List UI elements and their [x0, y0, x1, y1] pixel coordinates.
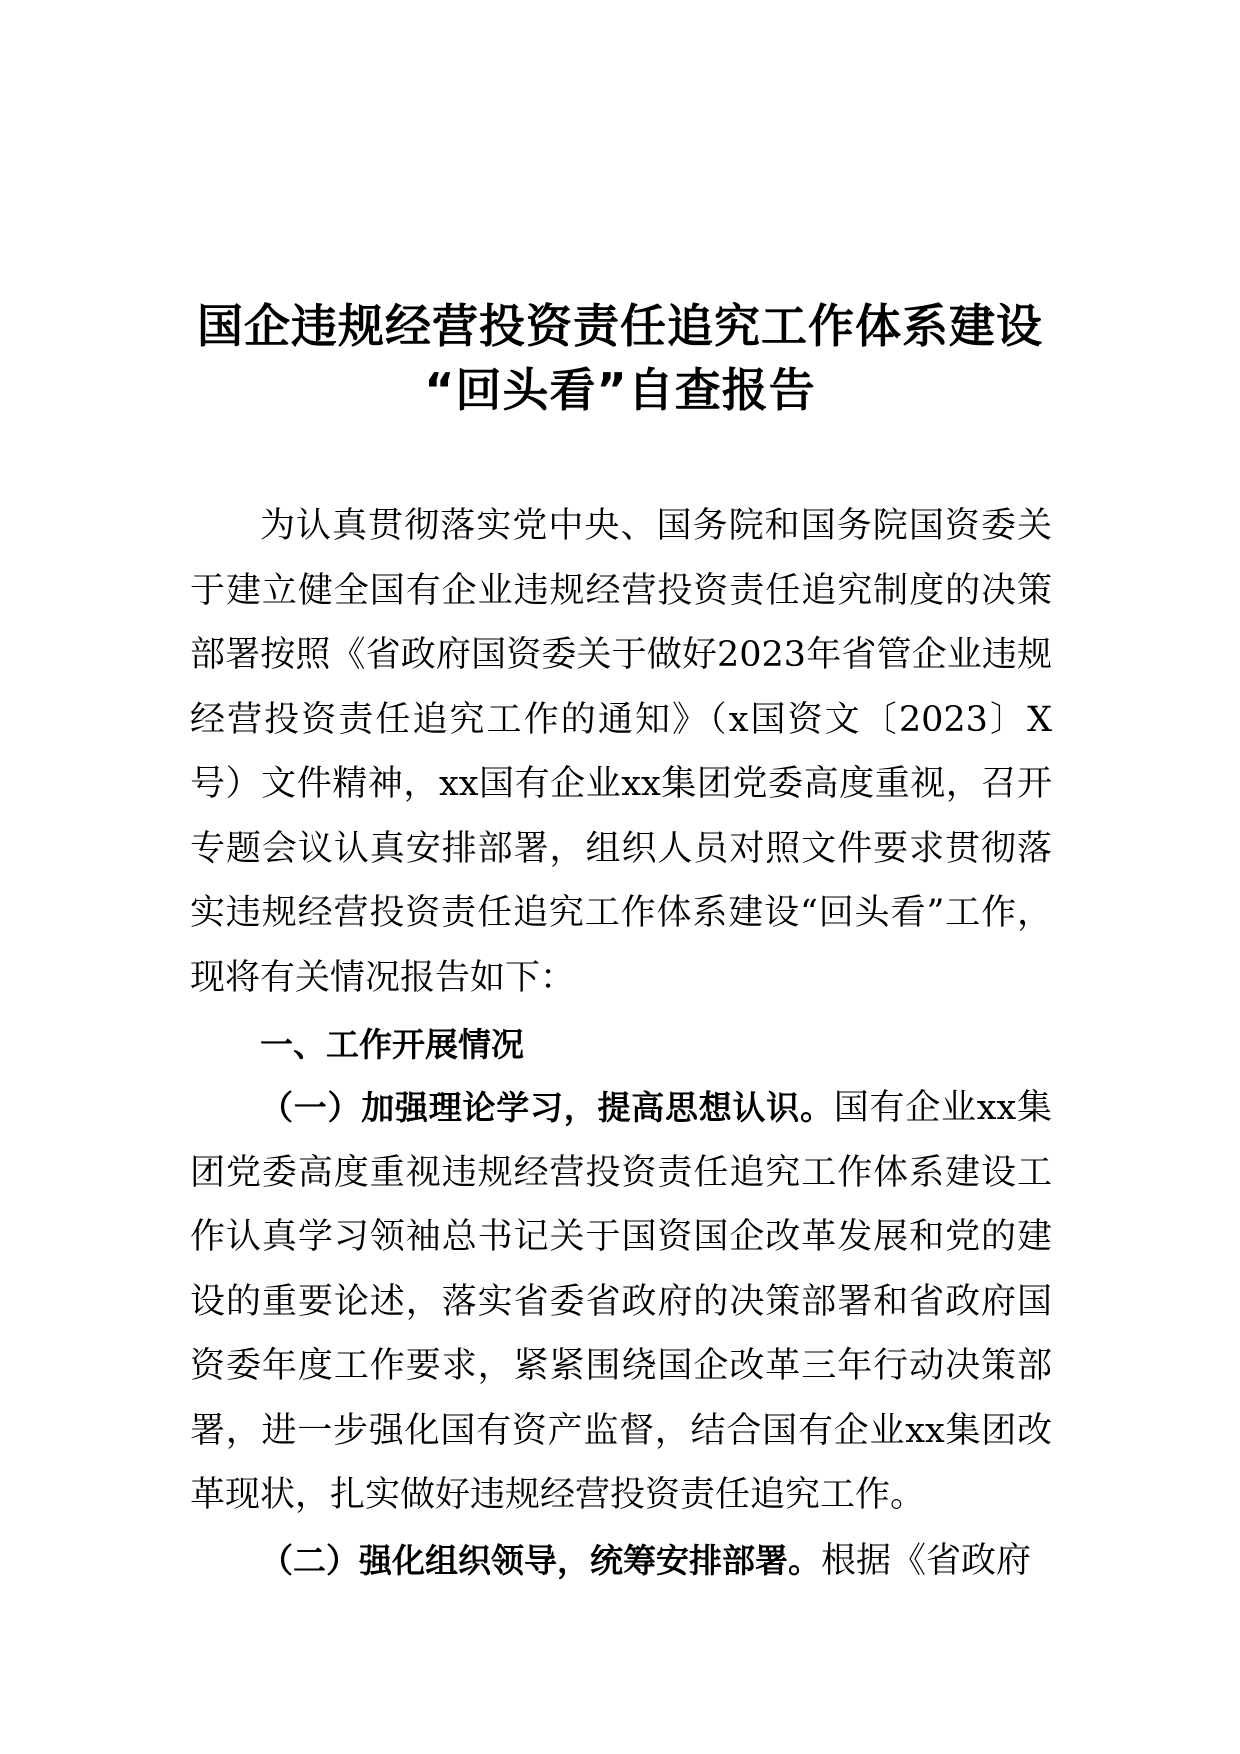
document-title-line2: “回头看”自查报告 — [424, 363, 816, 417]
intro-paragraph: 为认真贯彻落实党中央、国务院和国务院国资委关于建立健全国有企业违规经营投资责任追究制度的决策部署按照《省政府国资委关于做好2023年省管企业违规经营投资责任追究工作的通知》（x国资文〔2023〕X号）文件精神，xx国有企业xx集团党委高度重视，召开专题会议认真安排部署，组织人员对照文件要求贯彻落实违规经营投资责任追究工作体系建设“回头看”工作，现将有关情况报告如下： — [190, 506, 1052, 998]
paragraph-organization-leadership — [190, 1529, 1052, 1594]
paragraph-theory-study — [190, 1076, 1052, 1528]
paragraph-organization-leadership-lead: （二）强化组织领导，统筹安排部署。 — [260, 1541, 821, 1580]
paragraph-theory-study-text: 国有企业xx集团党委高度重视违规经营投资责任追究工作体系建设工作认真学习领袖总书记关于国资国企改革发展和党的建设的重要论述，落实省委省政府的决策部署和省政府国资委年度工作要求，紧紧围绕国企改革三年行动决策部署，进一步强化国有资产监督，结合国有企业xx集团改革现状，扎实做好违规经营投资责任追究工作。 — [190, 1088, 1052, 1515]
section-heading-work-progress: 一、工作开展情况 — [260, 1025, 524, 1064]
paragraph-theory-study-lead: （一）加强理论学习，提高思想认识。 — [260, 1088, 834, 1127]
document-title-line1: 国企违规经营投资责任追究工作体系建设 — [197, 299, 1043, 353]
paragraph-organization-leadership-text: 根据《省政府 — [821, 1541, 1032, 1581]
